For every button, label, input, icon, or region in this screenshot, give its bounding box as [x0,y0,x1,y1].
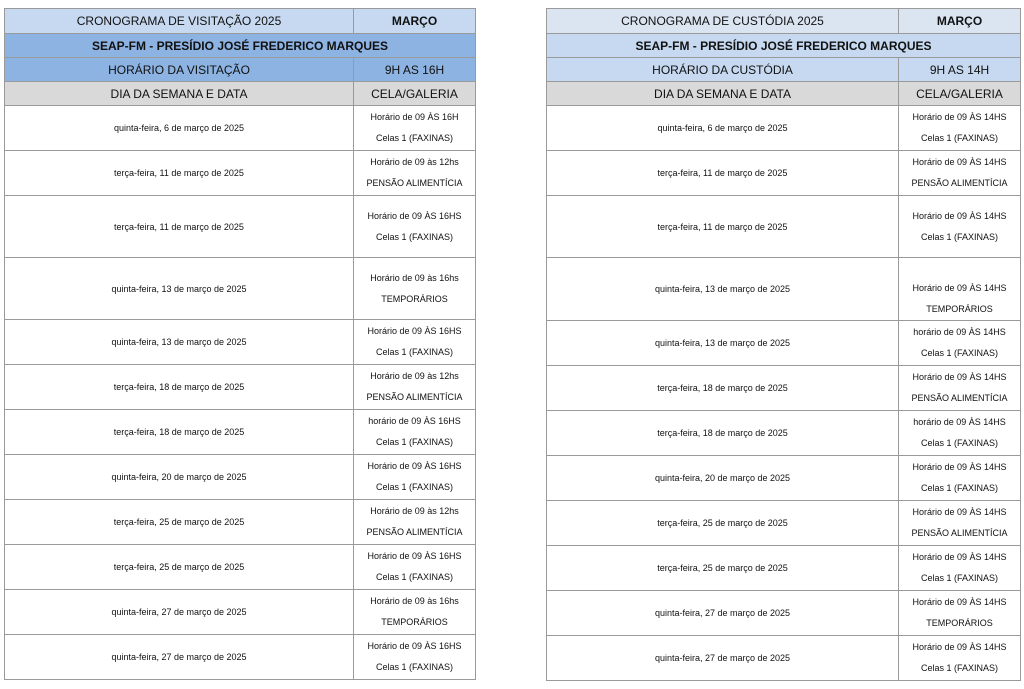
row-cell-group: Celas 1 (FAXINAS) [920,133,999,143]
row-schedule-time: Horário de 09 às 12hs [370,506,459,516]
row-cell-info [354,196,476,258]
table-row [5,320,476,365]
header-hour-row [5,58,476,82]
column-header-cell: CELA/GALERIA [899,82,1021,106]
row-date: quinta-feira, 13 de março de 2025 [5,320,354,365]
row-schedule-time: Horário de 09 ÀS 14HS [912,507,1007,517]
row-cell-info [899,456,1021,501]
row-date: terça-feira, 25 de março de 2025 [547,501,899,546]
hour-value: 9H AS 16H [354,58,476,82]
row-date: quinta-feira, 13 de março de 2025 [547,321,899,366]
row-cell-group: Celas 1 (FAXINAS) [920,663,999,673]
header-title-row [547,9,1021,34]
row-cell-info [899,196,1021,258]
row-date: quinta-feira, 20 de março de 2025 [547,456,899,501]
table-row [5,258,476,320]
row-cell-group: Celas 1 (FAXINAS) [375,133,454,143]
column-header-cell: CELA/GALERIA [354,82,476,106]
row-schedule-time: Horário de 09 ÀS 16H [370,112,459,122]
table-row [547,546,1021,591]
row-date: terça-feira, 11 de março de 2025 [5,196,354,258]
table-row [547,591,1021,636]
row-cell-info [354,365,476,410]
row-date: terça-feira, 11 de março de 2025 [547,151,899,196]
table-row [5,500,476,545]
table-row [547,258,1021,321]
row-schedule-time: horário de 09 ÀS 14HS [913,417,1006,427]
row-cell-group: Celas 1 (FAXINAS) [375,347,454,357]
row-cell-info [899,258,1021,321]
table-row [547,456,1021,501]
hour-value: 9H AS 14H [899,58,1021,82]
table-row [547,106,1021,151]
header-title-row [5,9,476,34]
table-row [5,106,476,151]
row-schedule-time: Horário de 09 às 12hs [370,371,459,381]
row-schedule-time: Horário de 09 ÀS 14HS [912,112,1007,122]
table-row [547,151,1021,196]
schedule-title: CRONOGRAMA DE CUSTÓDIA 2025 [547,9,899,34]
row-date: terça-feira, 11 de março de 2025 [547,196,899,258]
row-date: terça-feira, 18 de março de 2025 [547,366,899,411]
column-header-date: DIA DA SEMANA E DATA [5,82,354,106]
row-date: quinta-feira, 27 de março de 2025 [547,591,899,636]
table-row [5,455,476,500]
row-schedule-time: Horário de 09 ÀS 16HS [367,326,462,336]
row-date: quinta-feira, 20 de março de 2025 [5,455,354,500]
row-schedule-time: Horário de 09 às 16hs [370,272,459,283]
table-row [5,410,476,455]
row-cell-group: PENSÃO ALIMENTÍCIA [911,178,1008,188]
column-header-row [5,82,476,106]
row-date: terça-feira, 18 de março de 2025 [5,410,354,455]
row-date: terça-feira, 25 de março de 2025 [547,546,899,591]
row-cell-group: PENSÃO ALIMENTÍCIA [366,527,463,537]
row-cell-info [354,258,476,320]
table-row [547,636,1021,681]
row-cell-info [354,635,476,680]
row-schedule-time: horário de 09 ÀS 14HS [913,327,1006,337]
row-cell-info [354,151,476,196]
table-row [547,411,1021,456]
row-cell-group: Celas 1 (FAXINAS) [375,437,454,447]
row-cell-info [354,320,476,365]
row-date: terça-feira, 25 de março de 2025 [5,500,354,545]
row-cell-info [899,366,1021,411]
column-header-row [547,82,1021,106]
row-schedule-time: Horário de 09 ÀS 14HS [912,552,1007,562]
row-cell-info [354,455,476,500]
row-date: quinta-feira, 27 de março de 2025 [5,590,354,635]
row-cell-info [899,591,1021,636]
table-row [547,321,1021,366]
prison-unit-name: SEAP-FM - PRESÍDIO JOSÉ FREDERICO MARQUES [5,34,476,58]
row-cell-info [899,106,1021,151]
row-cell-group: Celas 1 (FAXINAS) [920,348,999,358]
row-schedule-time: Horário de 09 ÀS 16HS [367,461,462,471]
row-cell-group: TEMPORÁRIOS [381,617,448,627]
row-cell-group: Celas 1 (FAXINAS) [375,482,454,492]
row-schedule-time: Horário de 09 ÀS 16HS [367,551,462,561]
row-date: quinta-feira, 6 de março de 2025 [5,106,354,151]
row-cell-info [354,500,476,545]
schedule-month: MARÇO [899,9,1021,34]
custody-schedule-table [546,8,1021,681]
row-cell-group: Celas 1 (FAXINAS) [920,483,999,493]
row-cell-info [899,151,1021,196]
table-row [5,635,476,680]
header-unit-row [5,34,476,58]
row-cell-info [899,501,1021,546]
table-row [5,365,476,410]
row-date: quinta-feira, 27 de março de 2025 [5,635,354,680]
row-cell-group: Celas 1 (FAXINAS) [920,438,999,448]
row-cell-group: PENSÃO ALIMENTÍCIA [911,393,1008,403]
row-schedule-time: Horário de 09 ÀS 14HS [912,642,1007,652]
prison-unit-name: SEAP-FM - PRESÍDIO JOSÉ FREDERICO MARQUES [547,34,1021,58]
row-cell-info [899,411,1021,456]
row-date: quinta-feira, 13 de março de 2025 [5,258,354,320]
hour-label: HORÁRIO DA CUSTÓDIA [547,58,899,82]
row-schedule-time: Horário de 09 ÀS 16HS [367,641,462,651]
hour-label: HORÁRIO DA VISITAÇÃO [5,58,354,82]
row-cell-group: TEMPORÁRIOS [926,618,993,628]
row-schedule-time: Horário de 09 às 16hs [370,596,459,606]
row-cell-info [899,546,1021,591]
row-cell-group: PENSÃO ALIMENTÍCIA [366,392,463,402]
row-schedule-time: Horário de 09 ÀS 14HS [912,210,1007,221]
table-row [547,196,1021,258]
row-cell-group: PENSÃO ALIMENTÍCIA [911,528,1008,538]
row-cell-info [354,590,476,635]
row-cell-info [354,410,476,455]
row-schedule-time: Horário de 09 ÀS 16HS [367,210,462,221]
table-row [547,501,1021,546]
schedule-month: MARÇO [354,9,476,34]
header-unit-row [547,34,1021,58]
row-cell-info [354,106,476,151]
row-cell-info [899,636,1021,681]
row-date: terça-feira, 25 de março de 2025 [5,545,354,590]
column-header-date: DIA DA SEMANA E DATA [547,82,899,106]
header-hour-row [547,58,1021,82]
row-cell-group: Celas 1 (FAXINAS) [920,231,999,242]
row-schedule-time: Horário de 09 ÀS 14HS [912,283,1007,293]
row-date: terça-feira, 18 de março de 2025 [5,365,354,410]
row-date: quinta-feira, 27 de março de 2025 [547,636,899,681]
row-schedule-time: horário de 09 ÀS 16HS [368,416,461,426]
row-date: quinta-feira, 6 de março de 2025 [547,106,899,151]
row-cell-group: PENSÃO ALIMENTÍCIA [366,178,463,188]
row-cell-group: TEMPORÁRIOS [926,304,993,314]
row-schedule-time: Horário de 09 ÀS 14HS [912,372,1007,382]
table-row [5,545,476,590]
row-schedule-time: Horário de 09 ÀS 14HS [912,597,1007,607]
row-date: terça-feira, 18 de março de 2025 [547,411,899,456]
row-schedule-time: Horário de 09 às 12hs [370,157,459,167]
row-cell-group: Celas 1 (FAXINAS) [375,662,454,672]
row-cell-info [899,321,1021,366]
row-cell-group: Celas 1 (FAXINAS) [375,572,454,582]
table-row [547,366,1021,411]
row-cell-group: TEMPORÁRIOS [381,293,448,304]
row-cell-info [354,545,476,590]
row-cell-group: Celas 1 (FAXINAS) [375,231,454,242]
table-row [5,590,476,635]
row-schedule-time: Horário de 09 ÀS 14HS [912,462,1007,472]
table-row [5,151,476,196]
row-schedule-time: Horário de 09 ÀS 14HS [912,157,1007,167]
schedule-title: CRONOGRAMA DE VISITAÇÃO 2025 [5,9,354,34]
row-cell-group: Celas 1 (FAXINAS) [920,573,999,583]
row-date: terça-feira, 11 de março de 2025 [5,151,354,196]
row-date: quinta-feira, 13 de março de 2025 [547,258,899,321]
visitation-schedule-table [4,8,476,680]
table-row [5,196,476,258]
